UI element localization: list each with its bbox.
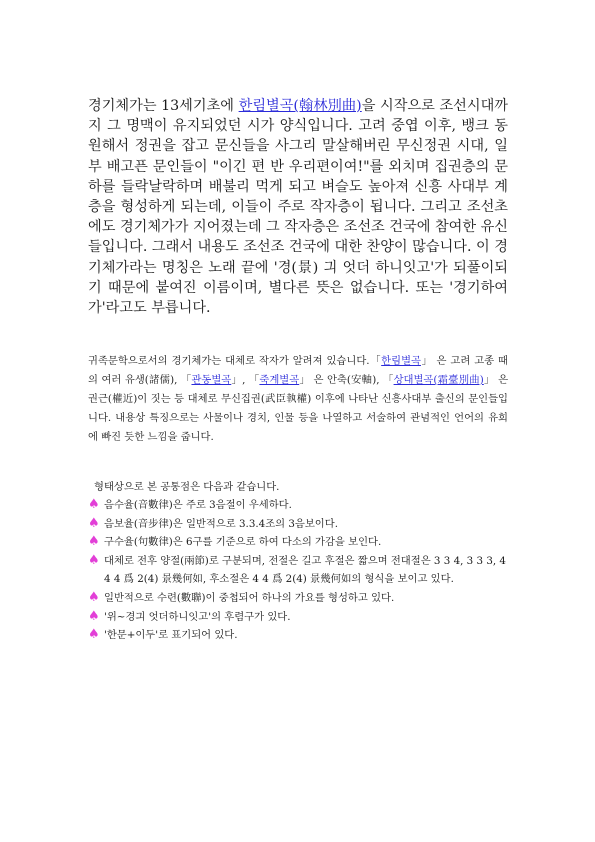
spade-icon: ♠: [88, 608, 100, 624]
list-item: ♠ '한문+이두'로 표기되어 있다.: [88, 626, 508, 645]
list-item: ♠ 음수율(音數律)은 주로 3음절이 우세하다.: [88, 496, 508, 515]
link-gwandong[interactable]: 관동별곡: [191, 374, 232, 386]
link-sangdae[interactable]: 상대별곡(霜臺別曲): [393, 374, 484, 386]
link-jukgye[interactable]: 죽계별곡: [259, 374, 300, 386]
list-item: ♠ 음보율(音步律)은 일반적으로 3.3.4조의 3음보이다.: [88, 515, 508, 534]
features-list: [88, 496, 508, 645]
authors-paragraph: 귀족문학으로서의 경기체가는 대체로 작자가 알려져 있습니다.「한림별곡」 은 고려 고종 때의 여러 유생(諸儒), 「관동별곡」, 「죽계별곡」 은 안축(安軸), 「상대별곡(霜臺別曲)」 은 권근(權近)이 짓는 등 대체로 무신집권(武臣執權) 이후에 나타난 신흥사대부 출신의 문인들입니다. 내용상 특징으로는 사물이나 경치, 인물 등을 나열하고 서술하여 관념적인 언어의 유희에 빠진 듯한 느낌을 줍니다.: [88, 355, 509, 443]
list-item: ♠ '위~경긔 엇더하니잇고'의 후렴구가 있다.: [88, 608, 508, 627]
spade-icon: ♠: [88, 589, 100, 605]
list-item: ♠ 일반적으로 수련(數聯)이 중첩되어 하나의 가요를 형성하고 있다.: [88, 589, 508, 608]
authors-text-e: 은 권근(權近)이 짓는 등 대체로 무신집권(武臣執權) 이후에 나타난 신흥사대부 출신의 문인들입니다. 내용상 특징으로는 사물이나 경치, 인물 등을 나열하고 서술하여 관념적인 언어의 유희에 빠진 듯한 느낌을 줍니다.: [88, 374, 509, 443]
list-item: ♠ 구수율(句數律)은 6구를 기준으로 하여 다소의 가감을 보인다.: [88, 533, 508, 552]
authors-text-a: 귀족문학으로서의 경기체가는 대체로 작자가 알려져 있습니다.: [88, 355, 370, 367]
intro-text-rest: 을 시작으로 조선시대까지 그 명맥이 유지되었던 시가 양식입니다. 고려 중엽 이후, 뱅크 동원해서 정권을 잡고 문신들을 사그리 말살해버린 무신정권 시대, 일부 배고픈 문인들이 "이긴 편 반 우리편이여!"를 외치며 집권층의 문하를 들락날락하며 배불리 먹게 되고 벼슬도 높아져 신흥 사대부 계층을 형성하게 되는데, 이들이 주로 작자층이 됩니다. 그리고 조선초에도 경기체가가 지어졌는데 그 작자층은 조선조 건국에 참여한 유신들입니다. 그래서 내용도 조선조 건국에 대한 찬양이 많습니다. 이 경기체가라는 명칭은 노래 끝에 '경(景) 긔 엇더 하니잇고'가 되풀이되기 때문에 붙여진 이름이며, 별다른 뜻은 없습니다. 또는 '경기하여가'라고도 부릅니다.: [88, 98, 508, 317]
authors-text-d: 은 안축(安軸),: [310, 374, 384, 386]
authors-text-c: ,: [242, 374, 249, 386]
link-hanrim-byeolgok[interactable]: 한림별곡(翰林別曲): [238, 98, 362, 114]
list-item: ♠ 대체로 전후 양절(兩節)로 구분되며, 전절은 길고 후절은 짧으며 전대절은 3 3 4, 3 3 3, 4 4 4 爲 2(4) 景幾何如, 후소절은 4 4 爲 2(4) 景幾何如의 형식을 보이고 있다.: [88, 552, 506, 586]
link-hanrim[interactable]: 한림별곡: [381, 355, 421, 367]
spade-icon: ♠: [88, 515, 100, 531]
intro-text-start: 경기체가는 13세기초에: [88, 98, 239, 114]
authors-text-b: 은 고려 고종 때의 여러 유생(諸儒),: [88, 355, 509, 386]
features-heading: 형태상으로 본 공통점은 다음과 같습니다.: [94, 481, 280, 493]
spade-icon: ♠: [88, 627, 100, 643]
spade-icon: ♠: [88, 534, 100, 550]
spade-icon: ♠: [88, 497, 100, 512]
intro-paragraph: [88, 96, 508, 318]
spade-icon: ♠: [88, 552, 100, 568]
